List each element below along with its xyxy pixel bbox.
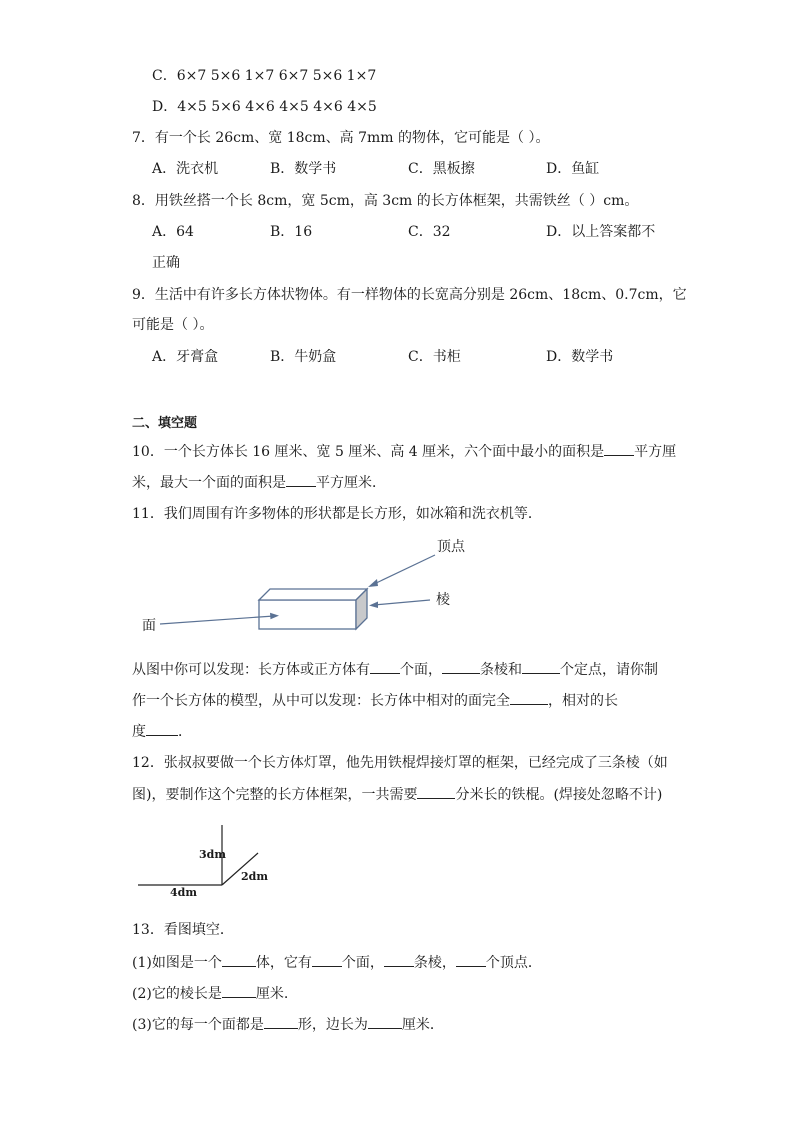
q13-text-8: (3)它的每一个面都是 — [132, 1017, 264, 1033]
q8-option-b[interactable]: B．16 — [270, 224, 313, 240]
q11-stem: 11．我们周围有许多物体的形状都是长方形，如冰箱和洗衣机等． — [132, 506, 542, 522]
q11-text-7: 度 — [132, 724, 146, 740]
q8-option-a[interactable]: A．64 — [152, 224, 194, 240]
q13-text-3: 个面， — [341, 955, 384, 971]
q11-text-8: ． — [178, 724, 192, 740]
q13-text-5: 个顶点． — [485, 955, 542, 971]
label-width-2dm: 2dm — [241, 870, 268, 883]
q11-text-3: 条棱和 — [480, 662, 522, 678]
label-face: 面 — [142, 618, 156, 634]
q6-option-d: D．4×5 5×6 4×6 4×5 4×6 4×5 — [152, 99, 377, 115]
q10-text-2: 平方厘 — [634, 444, 677, 460]
q9-stem-line1: 9．生活中有许多长方体状物体。有一样物体的长宽高分别是 26cm、18cm、0.7cm，它 — [132, 287, 687, 303]
q10-text-1: 10．一个长方体长 16 厘米、宽 5 厘米、高 4 厘米，六个面中最小的面积是 — [132, 444, 605, 460]
label-vertex: 顶点 — [437, 539, 465, 555]
q13-blank-faces[interactable] — [312, 952, 342, 967]
q7-option-a[interactable]: A．洗衣机 — [152, 161, 219, 177]
q11-text-1: 从图中你可以发现：长方体或正方体有 — [132, 662, 370, 678]
q12-text-2: 分米长的铁棍。(焊接处忽略不计) — [455, 787, 663, 803]
label-edge: 棱 — [436, 592, 450, 608]
q13-blank-vertices[interactable] — [456, 952, 486, 967]
q11-text-6: ，相对的长 — [548, 693, 618, 709]
q8-option-c[interactable]: C．32 — [408, 224, 451, 240]
q8-stem: 8．用铁丝搭一个长 8cm，宽 5cm，高 3cm 的长方体框架，共需铁丝（ ）cm。 — [132, 193, 639, 209]
q10-text-3: 米，最大一个面的面积是 — [132, 475, 286, 491]
q9-option-c[interactable]: C．书柜 — [408, 349, 461, 365]
q13-blank-face-shape[interactable] — [264, 1014, 298, 1029]
q9-option-a[interactable]: A．牙膏盒 — [152, 349, 219, 365]
q8-option-d[interactable]: D．以上答案都不 — [546, 224, 656, 240]
q13-blank-edge-length[interactable] — [222, 983, 256, 998]
section-title-fill-in: 二、填空题 — [132, 416, 198, 431]
q9-option-b[interactable]: B．牛奶盒 — [270, 349, 337, 365]
q13-text-9: 形，边长为 — [297, 1017, 368, 1033]
q11-text-2: 个面， — [400, 662, 442, 678]
q7-option-b[interactable]: B．数学书 — [270, 161, 337, 177]
q13-text-1: (1)如图是一个 — [132, 955, 222, 971]
q9-stem-line2: 可能是（ ）。 — [132, 317, 214, 333]
q7-stem: 7．有一个长 26cm、宽 18cm、高 7mm 的物体，它可能是（ ）。 — [132, 130, 550, 146]
q11-text-5: 作一个长方体的模型，从中可以发现：长方体中相对的面完全 — [132, 693, 510, 709]
q9-option-d[interactable]: D．数学书 — [546, 349, 614, 365]
q8-option-d-continued: 正确 — [152, 255, 180, 271]
q10-text-4: 平方厘米． — [316, 475, 386, 491]
q11-text-4: 个定点，请你制 — [560, 662, 658, 678]
q13-blank-side-length[interactable] — [368, 1014, 402, 1029]
q13-text-2: 体，它有 — [255, 955, 312, 971]
q13-text-4: 条棱， — [413, 955, 456, 971]
q12-line1: 12．张叔叔要做一个长方体灯罩，他先用铁棍焊接灯罩的框架，已经完成了三条棱（如 — [132, 755, 668, 771]
q7-option-d[interactable]: D．鱼缸 — [546, 161, 600, 177]
q13-blank-edges[interactable] — [384, 952, 414, 967]
q13-part3 — [132, 1014, 444, 1035]
q13-blank-shape[interactable] — [222, 952, 256, 967]
q12-text-1: 图)，要制作这个完整的长方体框架，一共需要 — [132, 787, 418, 803]
q6-option-c: C．6×7 5×6 1×7 6×7 5×6 1×7 — [152, 68, 377, 84]
q7-option-c[interactable]: C．黑板擦 — [408, 161, 475, 177]
label-height-3dm: 3dm — [199, 848, 226, 861]
label-length-4dm: 4dm — [170, 886, 197, 899]
q13-part2 — [132, 983, 288, 1004]
q13-stem: 13．看图填空． — [132, 922, 234, 938]
q13-text-10: 厘米． — [401, 1017, 444, 1033]
q13-part1 — [132, 952, 542, 973]
q13-text-6: (2)它的棱长是 — [132, 986, 222, 1002]
q13-text-7: 厘米. — [255, 986, 289, 1002]
